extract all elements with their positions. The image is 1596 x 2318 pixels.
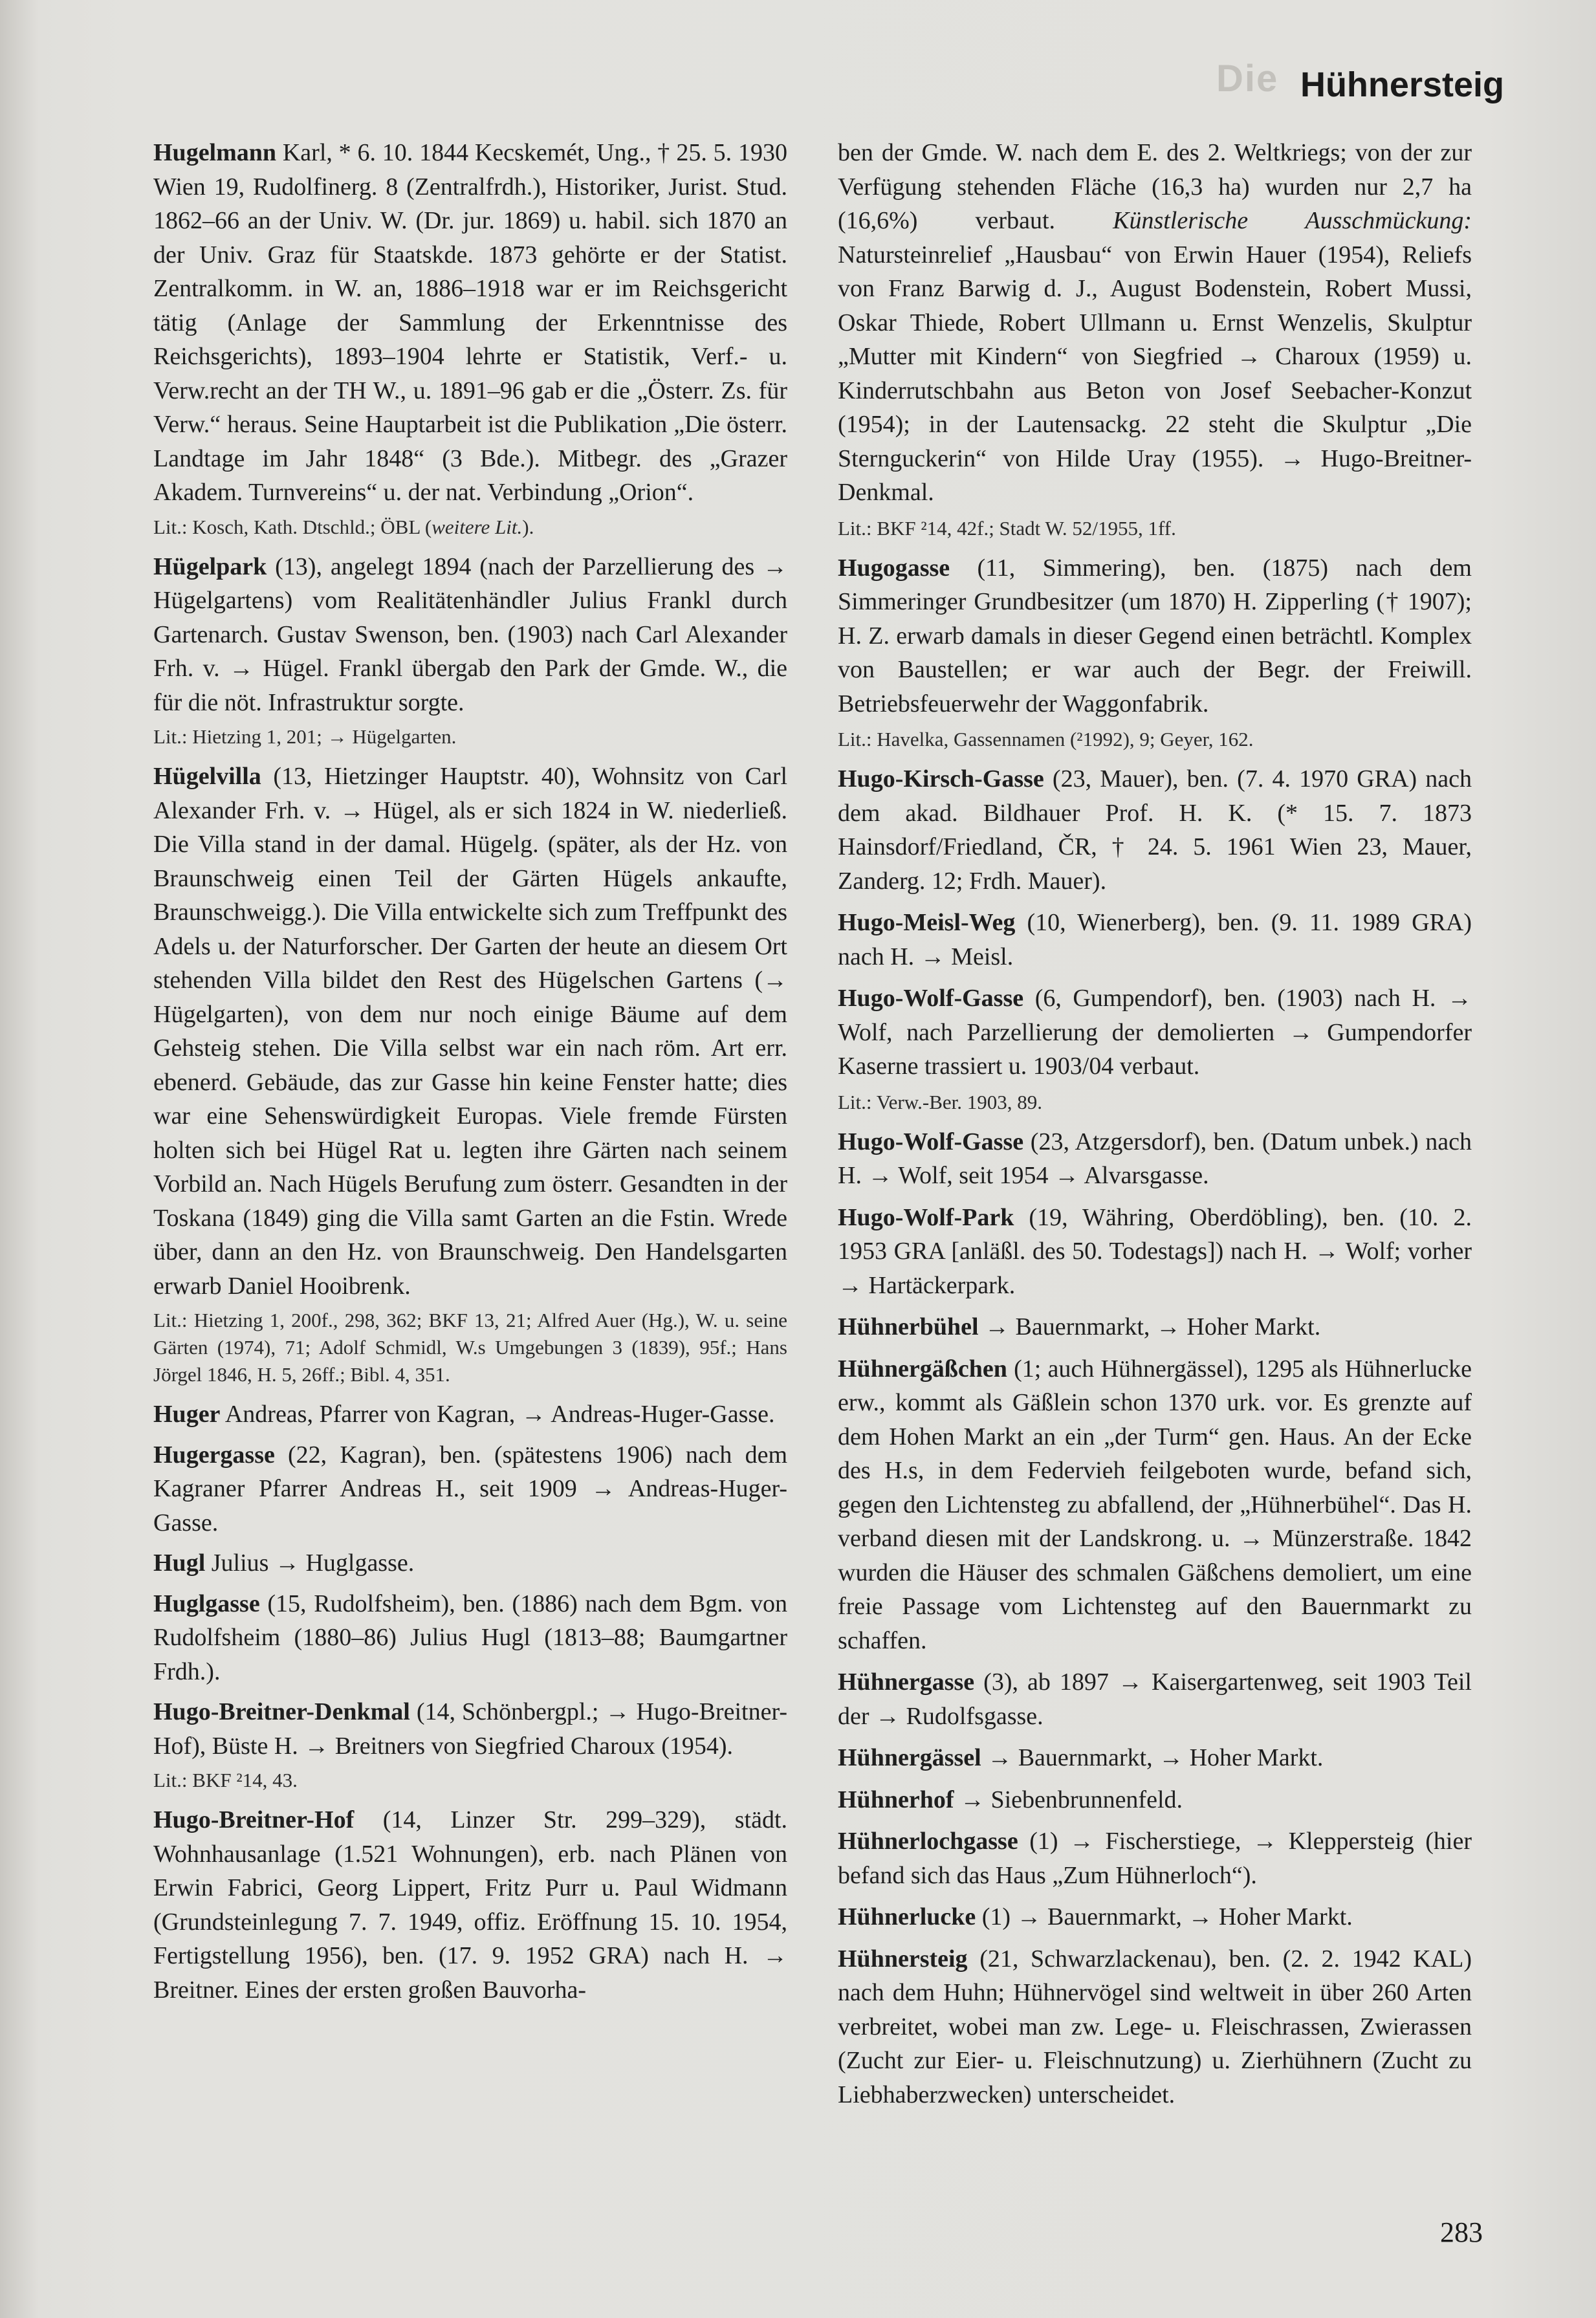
- entry-text: → Siebenbrunnenfeld.: [954, 1786, 1183, 1813]
- entry: [838, 1665, 1472, 1733]
- headword: Hügelvilla: [153, 763, 261, 790]
- entry: [153, 1438, 787, 1540]
- entry-text: (6, Gumpendorf), ben. (1903) nach H. → Wolf, nach Parzellierung der demolierten → Gumpendorfer Kaserne trassiert u. 1903/04 verbaut.: [838, 985, 1472, 1080]
- entry: [838, 1741, 1472, 1775]
- literature-note: Lit.: Hietzing 1, 201; → Hügelgarten.: [153, 725, 457, 748]
- entry: [838, 1900, 1472, 1934]
- entry-text: (19, Währing, Oberdöbling), ben. (10. 2. 1953 GRA [anläßl. des 50. Todestags]) nach H. → Wolf; vorher → Hartäckerpark.: [838, 1203, 1472, 1299]
- entry-text: (1; auch Hühnergässel), 1295 als Hühnerlucke erw., kommt als Gäßlein schon 1370 urk. vor. Es grenzte auf dem Hohen Markt an ein „der Turm“ gen. Haus. An der Ecke des H.s, in dem Federvieh feilgeboten wurde, befand sich, gegen den Lichtensteg zu abfallend, der „Hühnerbühel“. Das H. verband diesen mit der Landskrong. u. → Münzerstraße. 1842 wurden die Häuser des schmalen Gäßchens demoliert, um eine freie Passage vom Lichtensteg auf den Bauernmarkt zu schaffen.: [838, 1355, 1472, 1654]
- entry-text: (3), ab 1897 → Kaisergartenweg, seit 1903 Teil der → Rudolfsgasse.: [838, 1668, 1472, 1730]
- entry-text: Karl, * 6. 10. 1844 Kecskemét, Ung., † 25. 5. 1930 Wien 19, Rudolfinerg. 8 (Zentralfrdh.), Historiker, Jurist. Stud. 1862–66 an der Univ. W. (Dr. jur. 1869) u. habil. sich 1870 an der Univ. Graz für Staatskde. 1873 gehörte er der Statist. Zentralkomm. in W. an, 1886–1918 war er im Reichsgericht tätig (Anlage der Sammlung der Erkenntnisse des Reichsgerichts), 1893–1904 lehrte er Statistik, Verf.- u. Verw.recht an der TH W., u. 1891–96 gab er die „Österr. Zs. für Verw.“ heraus. Seine Hauptarbeit ist die Publikation „Die österr. Landtage im Jahr 1848“ (3 Bde.). Mitbegr. des „Grazer Akadem. Turnvereins“ u. der nat. Verbindung „Orion“.: [153, 139, 787, 506]
- entry: [153, 1803, 787, 2007]
- entry-text: (10, Wienerberg), ben. (9. 11. 1989 GRA) nach H. → Meisl.: [838, 909, 1472, 970]
- entry-text: Natursteinrelief „Hausbau“ von Erwin Hauer (1954), Reliefs von Franz Barwig d. J., August Bodenstein, Robert Mussi, Oskar Thiede, Robert Ullmann u. Ernst Wenzelis, Skulptur „Mutter mit Kindern“ von Siegfried → Charoux (1959) u. Kinderrutschbahn aus Beton von Josef Seebacher-Konzut (1954); in der Lautensackg. 22 steht die Skulptur „Die Sternguckerin“ von Hilde Uray (1955). → Hugo-Breitner-Denkmal.: [838, 241, 1472, 506]
- entry: [838, 1783, 1472, 1817]
- headword: Hugo-Wolf-Park: [838, 1203, 1014, 1231]
- entry-text: (1) → Bauernmarkt, → Hoher Markt.: [976, 1903, 1353, 1930]
- entry-text: (13), angelegt 1894 (nach der Parzellierung des → Hügelgartens) vom Realitätenhändler Julius Frankl durch Gartenarch. Gustav Swenson, ben. (1903) nach Carl Alexander Frh. v. → Hügel. Frankl übergab den Park der Gmde. W., die für die nöt. Infrastruktur sorgte.: [153, 552, 787, 716]
- entry-text: (22, Kagran), ben. (spätestens 1906) nach dem Kagraner Pfarrer Andreas H., seit 1909 → Andreas-Huger-Gasse.: [153, 1441, 787, 1536]
- entry: [153, 1587, 787, 1689]
- entry: [838, 906, 1472, 974]
- page-number: 283: [1440, 2216, 1483, 2248]
- entry-text: (15, Rudolfsheim), ben. (1886) nach dem Bgm. von Rudolfsheim (1880–86) Julius Hugl (1813–88; Baumgartner Frdh.).: [153, 1590, 787, 1685]
- entry-text: ben der Gmde. W. nach dem E. des 2. Weltkriegs; von der zur Verfügung stehenden Fläche (16,3 ha) wurden nur 2,7 ha (16,6%) verbaut.: [838, 139, 1472, 234]
- headword: Hugelmann: [153, 139, 277, 166]
- headword: Hühnerhof: [838, 1786, 954, 1813]
- headword: Hühnerlochgasse: [838, 1828, 1018, 1855]
- entry-text: (23, Atzgersdorf), ben. (Datum unbek.) nach H. → Wolf, seit 1954 → Alvarsgasse.: [838, 1128, 1472, 1189]
- headword: Hühnergässel: [838, 1744, 981, 1771]
- headword: Hugo-Breitner-Denkmal: [153, 1698, 410, 1725]
- entry-text: (1) → Fischerstiege, → Kleppersteig (hier befand sich das Haus „Zum Hühnerloch“).: [838, 1828, 1472, 1889]
- entry-text: (23, Mauer), ben. (7. 4. 1970 GRA) nach dem akad. Bildhauer Prof. H. K. (* 15. 7. 1873 Hainsdorf/Friedland, ČR, † 24. 5. 1961 Wien 23, Mauer, Zanderg. 12; Frdh. Mauer).: [838, 765, 1472, 895]
- entry: [838, 1942, 1472, 2112]
- entry-text: Julius → Huglgasse.: [205, 1549, 415, 1577]
- entry-text: (14, Schönbergpl.; → Hugo-Breitner-Hof), Büste H. → Breitners von Siegfried Charoux (1954).: [153, 1698, 787, 1760]
- entry: [838, 762, 1472, 898]
- headword: Hugo-Wolf-Gasse: [838, 985, 1024, 1012]
- headword: Hugo-Meisl-Weg: [838, 909, 1016, 936]
- entry: [838, 1352, 1472, 1658]
- headword: Hühnerbühel: [838, 1313, 979, 1340]
- literature-note: Lit.: Havelka, Gassennamen (²1992), 9; Geyer, 162.: [838, 728, 1254, 750]
- entry: [153, 550, 787, 720]
- headword: Hühnersteig: [838, 1945, 968, 1973]
- entry: [153, 1397, 787, 1432]
- entry: [838, 1824, 1472, 1892]
- literature-note: Lit.: BKF ²14, 43.: [153, 1769, 298, 1791]
- entry-text: (21, Schwarzlackenau), ben. (2. 2. 1942 KAL) nach dem Huhn; Hühnervögel sind weltweit in über 260 Arten verbreitet, wobei man zw. Lege- u. Fleischrassen, Zwierassen (Zucht zur Eier- u. Fleischnutzung) u. Zierhühnern (Zucht zu Liebhaberzwecken) unterscheidet.: [838, 1945, 1472, 2108]
- entry-text: (14, Linzer Str. 299–329), städt. Wohnhausanlage (1.521 Wohnungen), erb. nach Plänen von Erwin Fabrici, Georg Lippert, Fritz Purr u. Paul Widmann (Grundsteinlegung 7. 7. 1949, offiz. Eröffnung 15. 10. 1954, Fertigstellung 1956), ben. (17. 9. 1952 GRA) nach H. → Breitner. Eines der ersten großen Bauvorha-: [153, 1806, 787, 2004]
- headword: Hugergasse: [153, 1441, 275, 1469]
- entry: [838, 1201, 1472, 1303]
- headword: Hugo-Kirsch-Gasse: [838, 765, 1044, 793]
- entry-text: → Bauernmarkt, → Hoher Markt.: [981, 1744, 1324, 1771]
- headword: Hugo-Wolf-Gasse: [838, 1128, 1024, 1155]
- entry-continuation: [838, 136, 1472, 510]
- running-head: Hühnersteig: [1300, 65, 1504, 104]
- entry: [153, 760, 787, 1303]
- right-column: [838, 136, 1472, 2119]
- entry: [153, 136, 787, 510]
- entry-text: → Bauernmarkt, → Hoher Markt.: [978, 1313, 1321, 1340]
- entry: [838, 1310, 1472, 1344]
- literature-note: Lit.: Verw.-Ber. 1903, 89.: [838, 1090, 1042, 1113]
- literature-note: Lit.: Kosch, Kath. Dtschld.; ÖBL (weitere Lit.).: [153, 515, 534, 538]
- show-through-text: Die: [1216, 58, 1279, 100]
- headword: Huglgasse: [153, 1590, 260, 1617]
- entry: [153, 1695, 787, 1763]
- entry: [838, 1125, 1472, 1193]
- left-column: [153, 136, 787, 2013]
- literature-note: Lit.: BKF ²14, 42f.; Stadt W. 52/1955, 1ff.: [838, 516, 1176, 540]
- headword: Hühnerlucke: [838, 1903, 976, 1930]
- headword: Hugo-Breitner-Hof: [153, 1806, 355, 1833]
- entry-text: (11, Simmering), ben. (1875) nach dem Simmeringer Grundbesitzer (um 1870) H. Zipperling († 1907); H. Z. erwarb damals in dieser Gegend einen beträchtl. Komplex von Baustellen; er war auch der Begr. der Freiwill. Betriebsfeuerwehr der Waggonfabrik.: [838, 554, 1472, 717]
- headword: Huger: [153, 1401, 221, 1428]
- entry-text: Andreas, Pfarrer von Kagran, → Andreas-Huger-Gasse.: [220, 1401, 775, 1428]
- entry: [838, 551, 1472, 721]
- headword: Hugogasse: [838, 554, 950, 582]
- literature-note: Lit.: Hietzing 1, 200f., 298, 362; BKF 13, 21; Alfred Auer (Hg.), W. u. seine Gärten (1974), 71; Adolf Schmidl, W.s Umgebungen 3 (1839), 95f.; Hans Jörgel 1846, H. 5, 26ff.; Bibl. 4, 351.: [153, 1309, 787, 1386]
- entry: [153, 1546, 787, 1580]
- headword: Hügelpark: [153, 552, 267, 580]
- headword: Hühnergasse: [838, 1668, 975, 1696]
- entry-text-italic: Künstlerische Ausschmückung:: [1113, 207, 1472, 234]
- entry-text: (13, Hietzinger Hauptstr. 40), Wohnsitz von Carl Alexander Frh. v. → Hügel, als er sich 1824 in W. niederließ. Die Villa stand in der damal. Hügelg. (später, als der Hz. von Braunschweig einen Teil der Gärten Hügels ankaufte, Braunschweigg.). Die Villa entwickelte sich zum Treffpunkt des Adels u. der Naturforscher. Der Garten der heute an diesem Ort stehenden Villa bildet den Rest des Hügelschen Gartens (→ Hügelgarten), von dem nur noch einige Bäume auf dem Gehsteig stehen. Die Villa selbst war ein nach röm. Art err. ebenerd. Gebäude, das zur Gasse hin keine Fenster hatte; dies war eine Sehenswürdigkeit Europas. Viele fremde Fürsten holten sich bei Hügel Rat u. legten ihre Gärten nach seinem Vorbild an. Nach Hügels Berufung zum österr. Gesandten in der Toskana (1849) ging die Villa samt Garten an die Fstin. Wrede über, dann an den Hz. von Braunschweig. Den Handelsgarten erwarb Daniel Hooibrenk.: [153, 763, 787, 1300]
- headword: Hugl: [153, 1549, 206, 1577]
- entry: [838, 981, 1472, 1084]
- headword: Hühnergäßchen: [838, 1355, 1007, 1383]
